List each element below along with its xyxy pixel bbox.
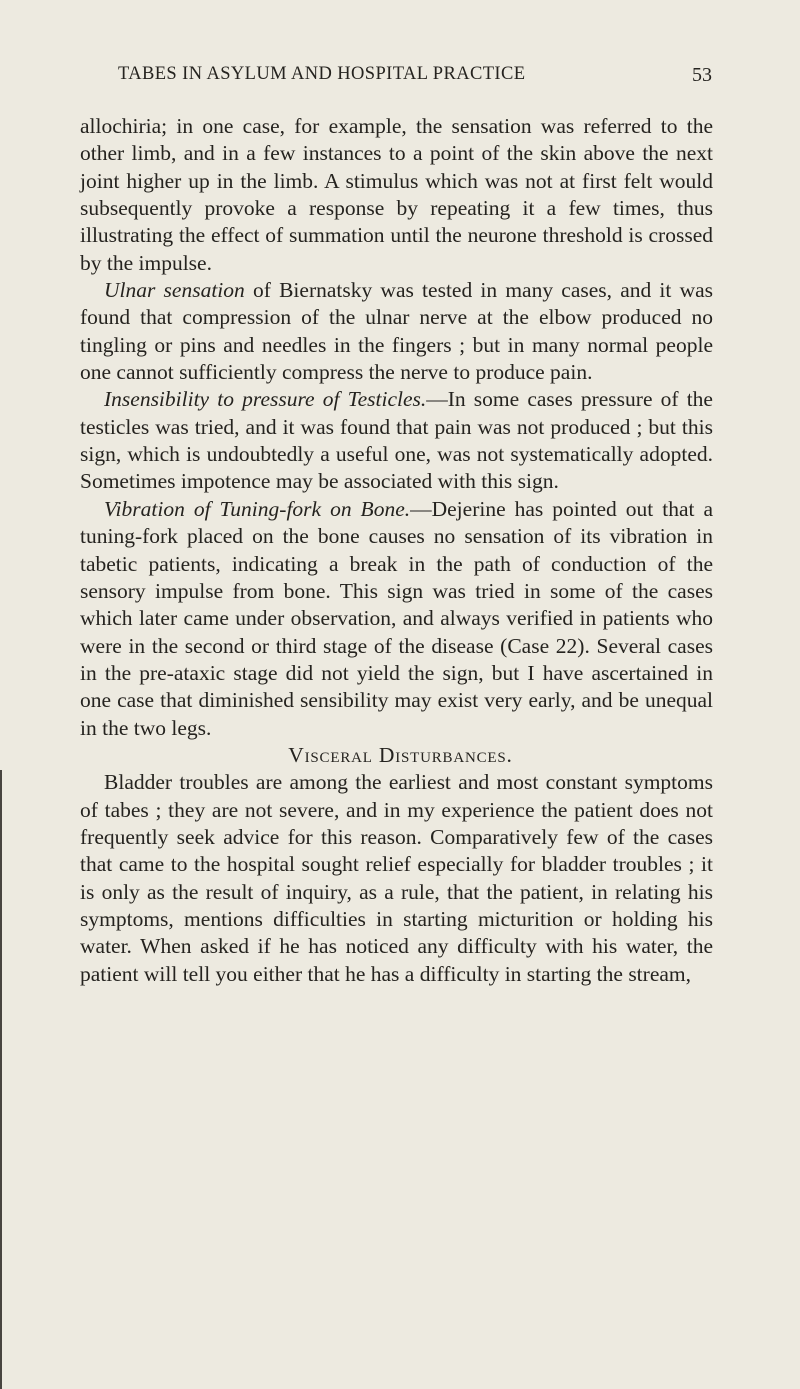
run-in-heading: Ulnar sensation (104, 278, 245, 303)
section-heading: Visceral Disturbances. (288, 742, 513, 767)
paragraph-text: allochiria; in one case, for example, the sensation was referred to the other limb, and in a few instances to a point of the skin above the next joint higher up in the limb. A stimulus which was not at first felt would subsequently provoke a response by repeating it a few times, thus illustrating the effect of summation until the neurone threshold is crossed by the impulse. (80, 114, 713, 275)
body-text (80, 113, 713, 988)
paragraph-text: of Biernatsky was tested in many cases, and it was found that compression of the ulnar nerve at the elbow produced no tingling or pins and needles in the fingers ; but in many normal people one cannot sufficiently compress the nerve to produce pain. (80, 278, 714, 385)
paragraph-text: —In some cases pressure of the testicles was tried, and it was found that pain was not produced ; but this sign, which is undoubtedly a useful one, was not systematically adopted. Sometimes impotence may be associated with this sign. (80, 387, 713, 494)
paragraph-text: Bladder troubles are among the earliest and most constant symptoms of tabes ; they are not severe, and in my experience the patient does not frequently seek advice for this reason. Comparatively few of the cases that came to the hospital sought relief especially for bladder troubles ; it is only as the result of inquiry, as a rule, that the patient, in relating his symptoms, mentions difficulties in starting micturition or holding his water. When asked if he has noticed any difficulty with his water, the patient will tell you either that he has a difficulty in starting the stream, (80, 770, 713, 986)
paragraph-insensibility-testicles (80, 386, 713, 495)
paragraph-allochiria (80, 113, 713, 277)
page-header (118, 64, 712, 98)
page-number: 53 (692, 64, 712, 86)
paragraph-bladder-troubles (80, 769, 713, 988)
paragraph-ulnar-sensation (80, 277, 713, 386)
paragraph-text: —Dejerine has pointed out that a tuning-fork placed on the bone causes no sensation of its vibration in tabetic patients, indicating a break in the path of conduction of the sensory impulse from bone. This sign was tried in some of the cases which later came under observation, and always verified in patients who were in the second or third stage of the disease (Case 22). Several cases in the pre-ataxic stage did not yield the sign, but I have ascertained in one case that diminished sensibility may exist very early, and be unequal in the two legs. (80, 496, 713, 740)
page-edge-shadow (0, 770, 2, 1389)
running-head: TABES IN ASYLUM AND HOSPITAL PRACTICE (118, 64, 526, 84)
run-in-heading: Insensibility to pressure of Testicles. (104, 387, 427, 412)
run-in-heading: Vibration of Tuning-fork on Bone. (104, 496, 411, 521)
paragraph-vibration-tuning-fork (80, 496, 713, 742)
